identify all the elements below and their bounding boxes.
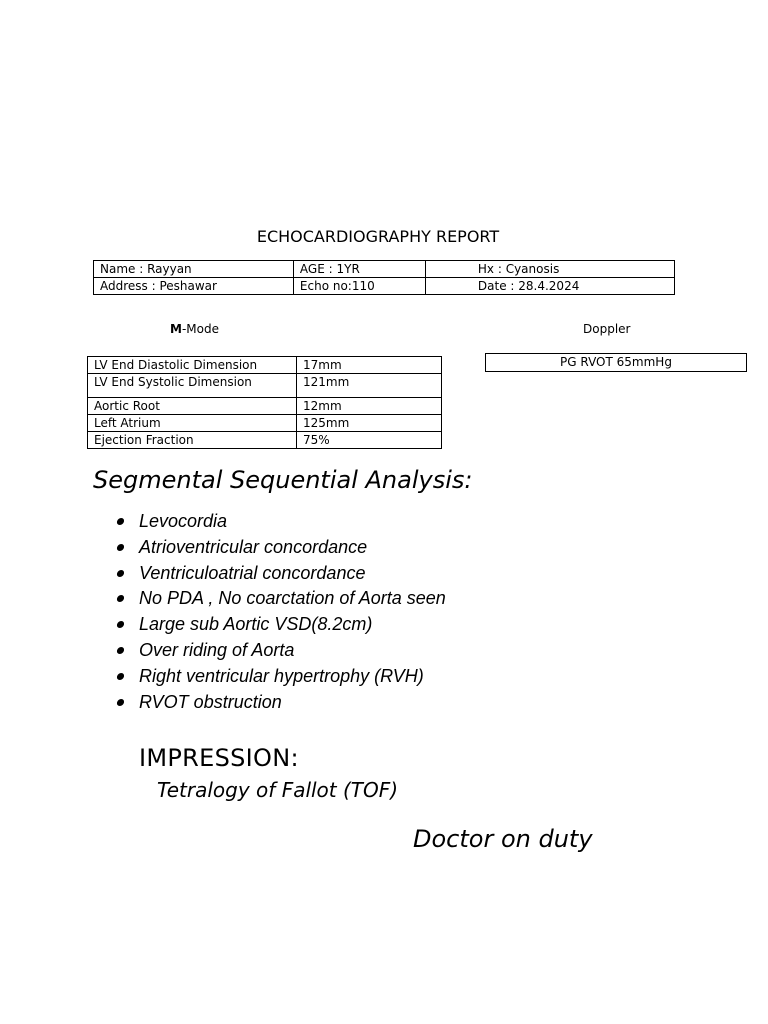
mmode-param: Left Atrium	[88, 415, 297, 432]
mmode-value: 75%	[297, 432, 442, 449]
finding-text: Atrioventricular concordance	[139, 536, 368, 557]
analysis-heading: Segmental Sequential Analysis:	[93, 466, 473, 494]
doctor-signature-label: Doctor on duty	[413, 825, 593, 853]
list-item	[115, 509, 446, 535]
bullet-dot-icon	[116, 595, 124, 602]
bullet-dot-icon	[116, 673, 124, 680]
bullet-dot-icon	[116, 518, 124, 525]
bullet-dot-icon	[116, 544, 124, 551]
patient-info-table	[93, 260, 675, 295]
mmode-label-bold: M	[170, 322, 182, 336]
echo-number: Echo no:110	[293, 278, 425, 295]
finding-text: Large sub Aortic VSD(8.2cm)	[139, 614, 373, 635]
impression-heading: IMPRESSION:	[139, 744, 299, 772]
bullet-dot-icon	[116, 570, 124, 577]
mmode-param: Aortic Root	[88, 398, 297, 415]
list-item	[115, 664, 446, 690]
finding-text: Right ventricular hypertrophy (RVH)	[139, 665, 424, 686]
patient-history: Hx : Cyanosis	[425, 261, 674, 278]
list-item	[115, 535, 446, 561]
list-item	[115, 612, 446, 638]
mmode-measurements-table	[87, 356, 442, 449]
mmode-value: 17mm	[297, 357, 442, 374]
findings-list	[115, 509, 446, 715]
list-item	[115, 638, 446, 664]
mmode-param: LV End Systolic Dimension	[88, 374, 297, 398]
list-item	[115, 561, 446, 587]
list-item	[115, 690, 446, 716]
report-title: ECHOCARDIOGRAPHY REPORT	[256, 227, 500, 246]
bullet-dot-icon	[116, 699, 124, 706]
mmode-value: 121mm	[297, 374, 442, 398]
doppler-value: PG RVOT 65mmHg	[486, 354, 747, 372]
table-row	[486, 354, 747, 372]
doppler-measurements-table	[485, 353, 747, 372]
mmode-value: 12mm	[297, 398, 442, 415]
finding-text: RVOT obstruction	[139, 691, 282, 712]
table-row	[88, 398, 442, 415]
table-row	[88, 432, 442, 449]
patient-age: AGE : 1YR	[293, 261, 425, 278]
table-row	[94, 261, 675, 278]
mmode-section-label	[170, 322, 219, 336]
mmode-label-rest: -Mode	[181, 322, 219, 336]
doppler-section-label: Doppler	[583, 322, 631, 336]
bullet-dot-icon	[116, 621, 124, 628]
mmode-param: LV End Diastolic Dimension	[88, 357, 297, 374]
finding-text: Ventriculoatrial concordance	[139, 562, 366, 583]
mmode-value: 125mm	[297, 415, 442, 432]
finding-text: Levocordia	[139, 511, 228, 531]
table-row	[88, 415, 442, 432]
impression-diagnosis: Tetralogy of Fallot (TOF)	[157, 778, 399, 802]
list-item	[115, 586, 446, 612]
table-row	[94, 278, 675, 295]
table-row	[88, 357, 442, 374]
mmode-param: Ejection Fraction	[88, 432, 297, 449]
finding-text: No PDA , No coarctation of Aorta seen	[139, 588, 446, 609]
patient-name: Name : Rayyan	[94, 261, 294, 278]
patient-address: Address : Peshawar	[94, 278, 294, 295]
bullet-dot-icon	[116, 647, 124, 654]
table-row	[88, 374, 442, 398]
report-date: Date : 28.4.2024	[425, 278, 674, 295]
finding-text: Over riding of Aorta	[139, 639, 295, 660]
